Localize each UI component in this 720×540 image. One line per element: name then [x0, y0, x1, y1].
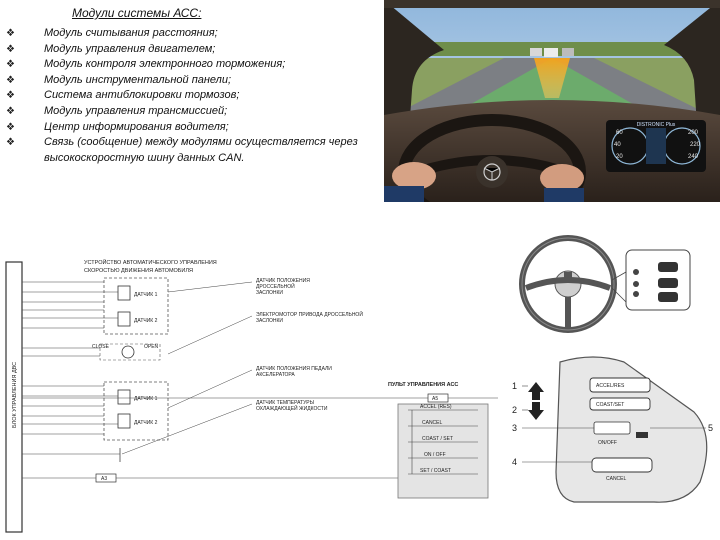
list-item [6, 135, 376, 166]
list-item-text: Модуль инструментальной панели; [44, 73, 232, 86]
list-item-text: Центр информирования водителя; [44, 120, 229, 133]
cruise-stalk-diagram [504, 352, 718, 508]
remote-title: ПУЛЬТ УПРАВЛЕНИЯ АСС [388, 382, 459, 388]
list-item [6, 120, 376, 136]
callout-coolant-2: ОХЛАЖДАЮЩЕЙ ЖИДКОСТИ [256, 406, 328, 412]
diamond-bullet-icon: ❖ [6, 121, 15, 133]
steering-wheel-diagram [508, 232, 708, 342]
list-item [6, 88, 376, 104]
list-item-text: Модуль управления трансмиссией; [44, 104, 228, 117]
diamond-bullet-icon: ❖ [6, 43, 15, 55]
callout-2: 2 [512, 405, 518, 415]
speed-tick: 20 [616, 154, 623, 160]
speed-tick: 60 [616, 130, 623, 136]
stalk-button-cancel: CANCEL [606, 476, 627, 482]
schematic-subheading: СКОРОСТЬЮ ДВИЖЕНИЯ АВТОМОБИЛЯ [84, 268, 193, 274]
list-item [6, 42, 376, 58]
callout-motor-2: ЗАСЛОНКИ [256, 318, 283, 324]
schematic-heading: УСТРОЙСТВО АВТОМАТИЧЕСКОГО УПРАВЛЕНИЯ [84, 260, 217, 266]
car-interior-photo [384, 0, 720, 202]
diamond-bullet-icon: ❖ [6, 137, 15, 149]
remote-button-label: ON / OFF [424, 452, 446, 458]
callout-throttle-sensor: ДАТЧИК ПОЛОЖЕНИЯ [256, 278, 310, 284]
connector-a3: A3 [101, 476, 108, 482]
list-item [6, 57, 376, 73]
remote-button-label: SET / COAST [420, 468, 452, 474]
diamond-bullet-icon: ❖ [6, 105, 15, 117]
speed-tick: 200 [688, 130, 699, 136]
callout-3: 3 [512, 423, 518, 433]
diamond-bullet-icon: ❖ [6, 74, 15, 86]
speed-tick: 220 [690, 142, 701, 148]
connector-a5: A5 [432, 396, 439, 402]
sensor-1-label: ДАТЧИК 1 [134, 292, 158, 298]
diamond-bullet-icon: ❖ [6, 90, 15, 102]
stalk-button-coast: COAST/SET [596, 402, 625, 408]
pedal-sensor-1-label: ДАТЧИК 1 [134, 396, 158, 402]
speed-tick: 240 [688, 154, 699, 160]
stalk-button-onoff: ON/OFF [598, 440, 617, 446]
close-label: CLOSE [92, 344, 109, 350]
open-label: OPEN [144, 344, 159, 350]
callout-throttle-sensor-2: ДРОССЕЛЬНОЙ [256, 284, 295, 290]
list-item-text: Модуль считывания расстояния; [44, 27, 218, 39]
list-item-text: Система антиблокировки тормозов; [44, 89, 240, 102]
sensor-2-label: ДАТЧИК 2 [134, 318, 158, 324]
list-item-text: Модуль контроля электронного торможения; [44, 58, 286, 71]
list-item [6, 26, 376, 42]
callout-1: 1 [512, 381, 518, 391]
diamond-bullet-icon: ❖ [6, 59, 15, 71]
speed-tick: 40 [614, 142, 621, 148]
arrow-down-icon [528, 402, 544, 420]
remote-button-label: COAST / SET [422, 436, 454, 442]
callout-pedal-2: АКСЕЛЕРАТОРА [256, 372, 295, 378]
page-title: Модули системы АСС: [72, 6, 202, 20]
remote-button-label: CANCEL [422, 420, 443, 426]
list-item [6, 104, 376, 120]
callout-coolant: ДАТЧИК ТЕМПЕРАТУРЫ [256, 400, 315, 406]
callout-4: 4 [512, 457, 518, 467]
callout-5: 5 [708, 423, 714, 433]
diamond-bullet-icon: ❖ [6, 28, 15, 39]
pedal-sensor-2-label: ДАТЧИК 2 [134, 420, 158, 426]
list-item [6, 73, 376, 89]
callout-pedal: ДАТЧИК ПОЛОЖЕНИЯ ПЕДАЛИ [256, 366, 332, 372]
callout-motor: ЭЛЕКТРОМОТОР ПРИВОДА ДРОССЕЛЬНОЙ [256, 312, 363, 318]
distronic-label: DISTRONIC Plus [636, 122, 676, 128]
stalk-button-accel: ACCEL/RES [596, 383, 625, 389]
arrow-up-icon [528, 382, 544, 400]
module-list [6, 26, 376, 166]
list-item-text: Модуль управления двигателем; [44, 42, 216, 55]
remote-button-label: ACCEL (RES) [420, 404, 452, 410]
callout-throttle-sensor-3: ЗАСЛОНКИ [256, 290, 283, 296]
list-item-text: Связь (сообщение) между модулями осуществляется через высокоскоростную шину данных CAN. [44, 136, 358, 164]
acc-wiring-schematic [0, 248, 500, 540]
ecu-label: БЛОК УПРАВЛЕНИЯ ДВС [12, 361, 18, 428]
